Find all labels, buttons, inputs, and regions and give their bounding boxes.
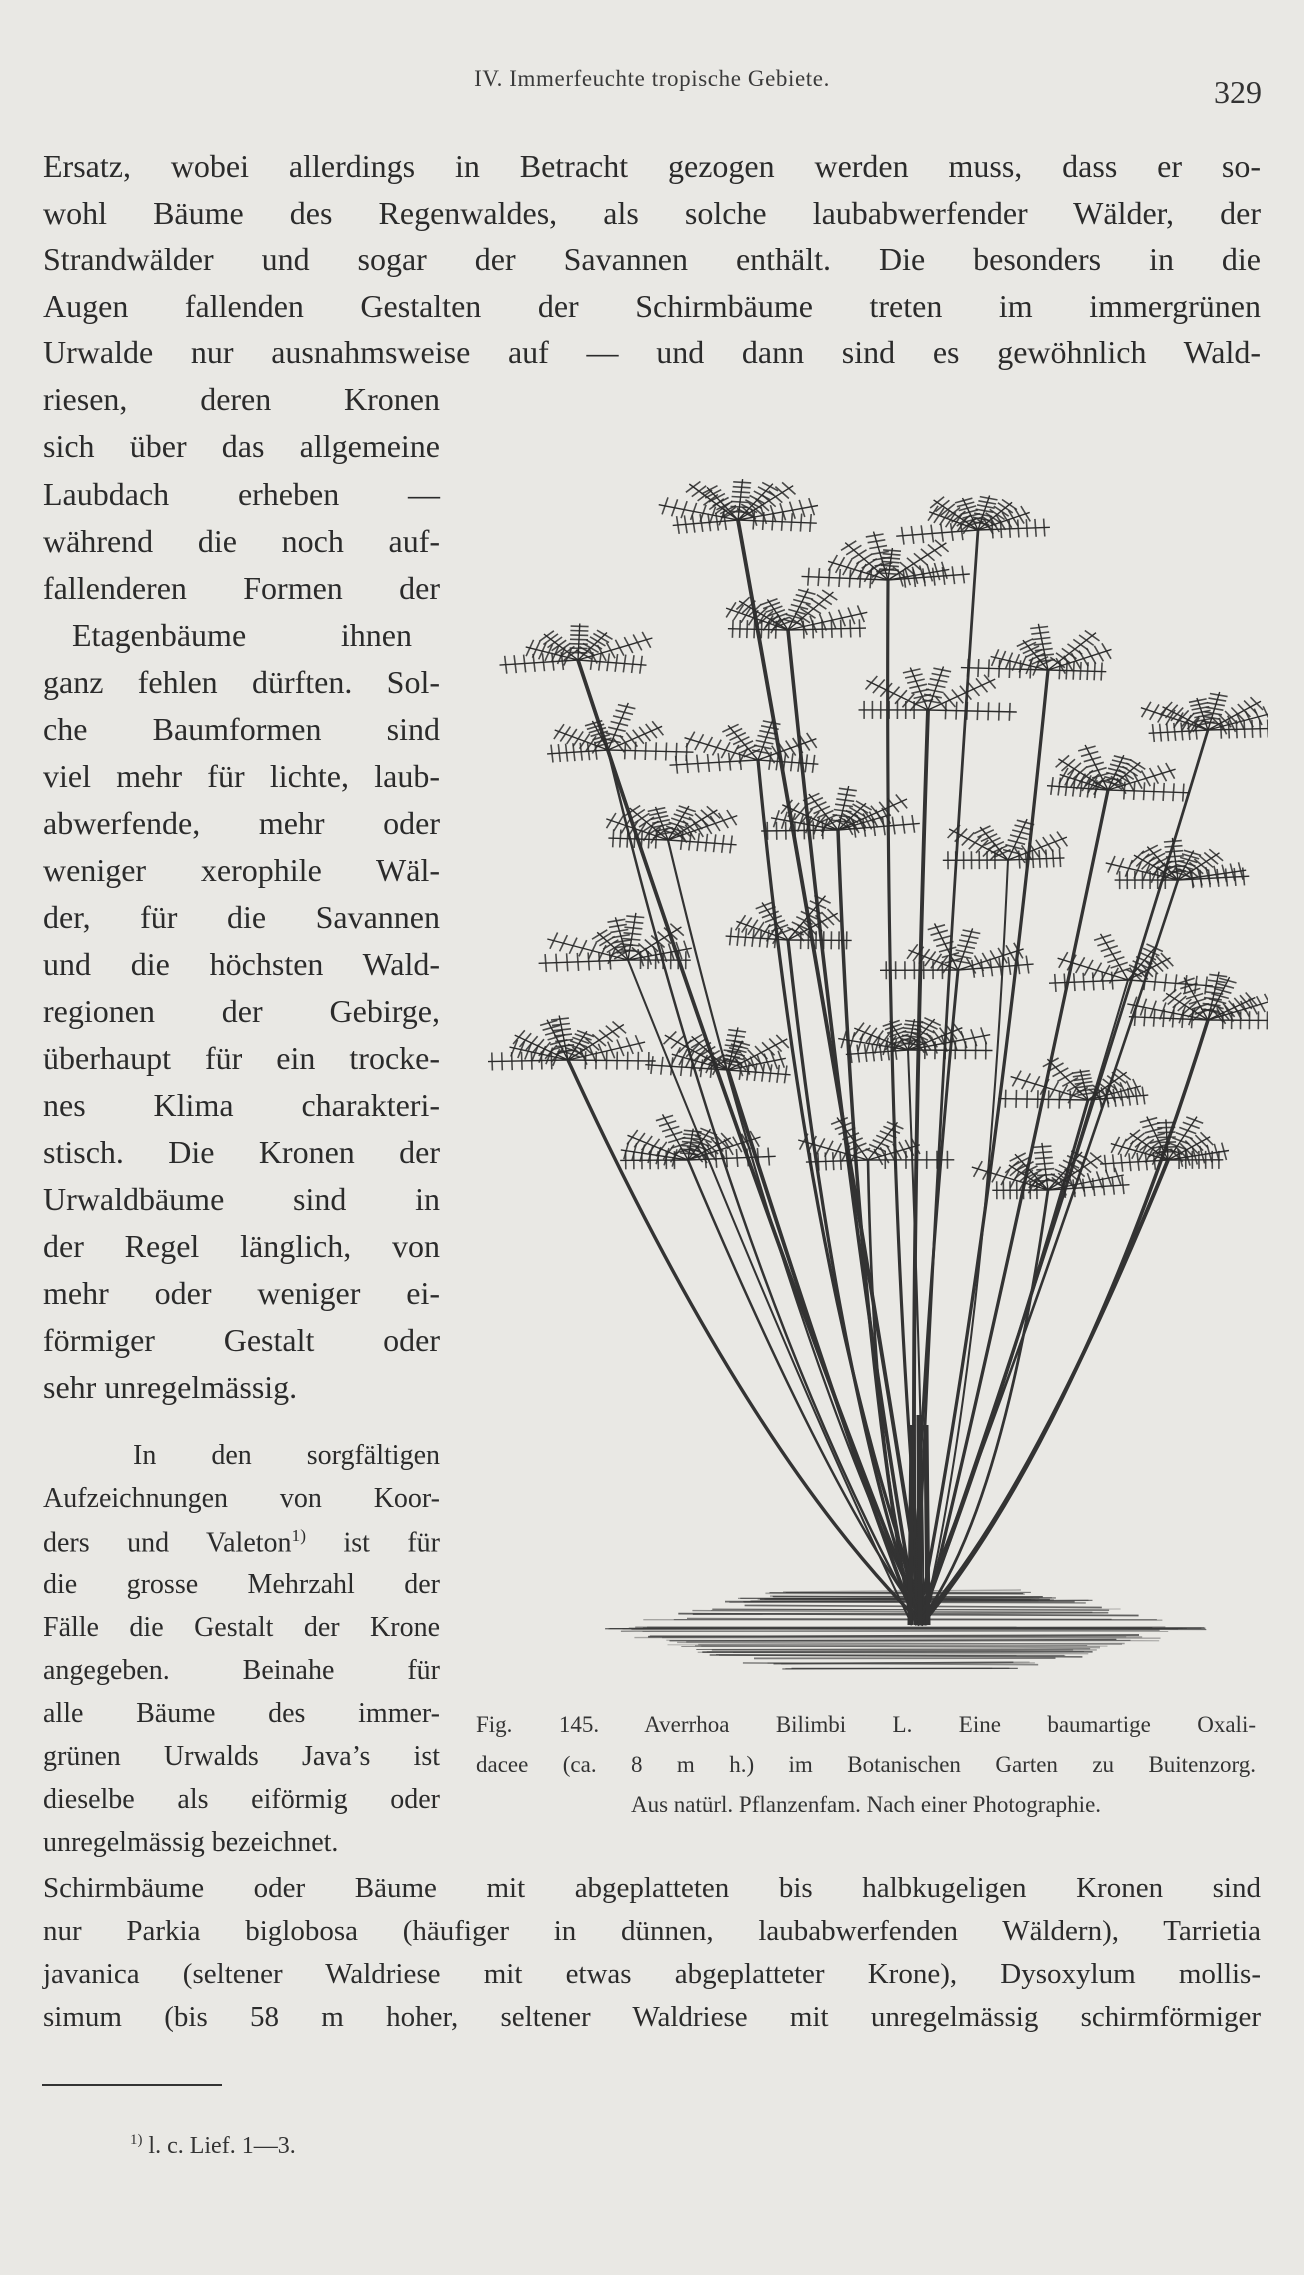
text-segment: ders und Valeton — [43, 1527, 292, 1559]
column-line: Urwaldbäume sind in — [43, 1181, 440, 1217]
column-small-line: Fälle die Gestalt der Krone — [43, 1612, 440, 1643]
footnote-text: l. c. Lief. 1—3. — [148, 2133, 296, 2159]
ground-shading — [605, 1590, 1206, 1669]
body-line: javanica (seltener Waldriese mit etwas abgeplatteter Krone), Dysoxylum mollis- — [43, 1958, 1261, 1990]
page-number: 329 — [1214, 74, 1262, 110]
caption-line: Aus natürl. Pflanzenfam. Nach einer Photographie. — [630, 1792, 1102, 1817]
column-line: und die höchsten Wald- — [43, 946, 440, 982]
column-line: fallenderen Formen der — [43, 570, 440, 606]
column-small-line: die grosse Mehrzahl der — [43, 1569, 440, 1600]
column-small-line: dieselbe als eiförmig oder — [43, 1784, 440, 1815]
body-line: wohl Bäume des Regenwaldes, als solche laubabwerfender Wälder, der — [43, 195, 1261, 231]
column-line: mehr oder weniger ei- — [43, 1275, 440, 1311]
column-line: förmiger Gestalt oder — [43, 1322, 440, 1358]
body-line: Augen fallenden Gestalten der Schirmbäume treten im immergrünen — [43, 288, 1261, 324]
column-line: nes Klima charakteri- — [43, 1087, 440, 1123]
column-line: viel mehr für lichte, laub- — [43, 758, 440, 794]
column-line: Etagenbäume ihnen — [72, 617, 412, 653]
caption-line: dacee (ca. 8 m h.) im Botanischen Garten zu Buitenzorg. — [476, 1752, 1256, 1777]
column-small-line — [43, 1526, 440, 1559]
figure-caption — [476, 1712, 1256, 1832]
column-small-line: grünen Urwalds Java’s ist — [43, 1741, 440, 1772]
tree-engraving — [488, 440, 1268, 1680]
footnote-marker: 1) — [130, 2132, 143, 2148]
body-line: simum (bis 58 m hoher, seltener Waldriese mit unregelmässig schirmförmiger — [43, 2001, 1261, 2033]
footnote — [130, 2132, 296, 2160]
column-line: riesen, deren Kronen — [43, 381, 440, 417]
column-line: weniger xerophile Wäl- — [43, 852, 440, 888]
body-line: nur Parkia biglobosa (häufiger in dünnen, laubabwerfenden Wäldern), Tarrietia — [43, 1915, 1261, 1947]
tree-illustration — [488, 440, 1268, 1680]
column-line: abwerfende, mehr oder — [43, 805, 440, 841]
footnote-reference: 1) — [291, 1526, 307, 1545]
tree-foliage — [488, 479, 1268, 1199]
column-line: überhaupt für ein trocke- — [43, 1040, 440, 1076]
column-line: der Regel länglich, von — [43, 1228, 440, 1264]
column-small-line: alle Bäume des immer- — [43, 1698, 440, 1729]
column-line: der, für die Savannen — [43, 899, 440, 935]
column-line: ganz fehlen dürften. Sol- — [43, 664, 440, 700]
column-small-line: In den sorgfältigen — [133, 1440, 440, 1471]
footnote-rule — [42, 2084, 222, 2086]
column-small-line: angegeben. Beinahe für — [43, 1655, 440, 1686]
column-line: Laubdach erheben — — [43, 476, 440, 512]
running-head: IV. Immerfeuchte tropische Gebiete. — [474, 66, 830, 91]
body-line: Urwalde nur ausnahmsweise auf — und dann sind es gewöhnlich Wald- — [43, 334, 1261, 370]
column-line: stisch. Die Kronen der — [43, 1134, 440, 1170]
body-line: Strandwälder und sogar der Savannen enthält. Die besonders in die — [43, 241, 1261, 277]
column-line: che Baumformen sind — [43, 711, 440, 747]
column-small-line: unregelmässig bezeichnet. — [43, 1827, 339, 1858]
caption-line: Fig. 145. Averrhoa Bilimbi L. Eine baumartige Oxali- — [476, 1712, 1256, 1737]
column-line: sehr unregelmässig. — [43, 1369, 298, 1405]
body-line: Schirmbäume oder Bäume mit abgeplatteten bis halbkugeligen Kronen sind — [43, 1872, 1261, 1904]
column-small-line: Aufzeichnungen von Koor- — [43, 1483, 440, 1514]
column-line: sich über das allgemeine — [43, 428, 440, 464]
text-segment: ist für — [343, 1527, 440, 1559]
column-line: regionen der Gebirge, — [43, 993, 440, 1029]
column-line: während die noch auf- — [43, 523, 440, 559]
body-line: Ersatz, wobei allerdings in Betracht gezogen werden muss, dass er so- — [43, 148, 1261, 184]
